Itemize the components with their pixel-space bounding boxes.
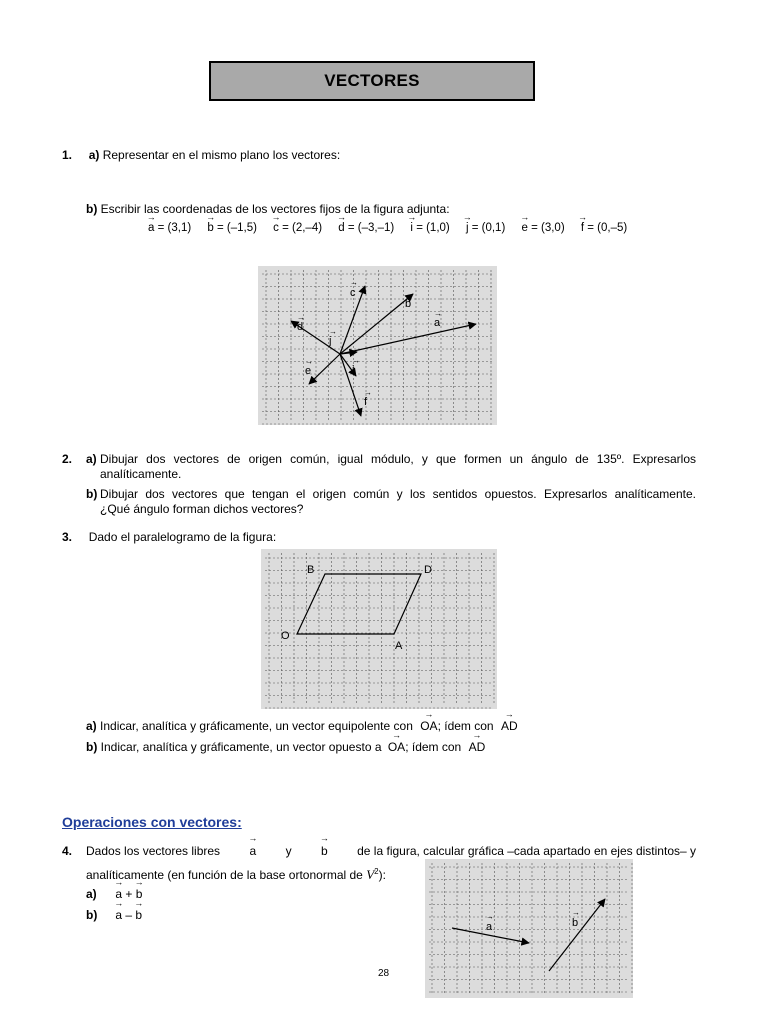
vector-coord: → c = (2,–4)	[273, 222, 322, 234]
exercise-text: analíticamente (en función de la base ortonormal de	[86, 868, 363, 882]
exercise-text: Escribir las coordenadas de los vectores fijos de la figura adjunta:	[100, 202, 450, 216]
label-a: a	[486, 921, 493, 933]
exercise-4-b	[86, 908, 142, 922]
superscript: 2	[374, 867, 379, 876]
exercise-1-a	[62, 148, 340, 162]
svg-text:→: →	[305, 357, 313, 366]
exercise-1-b	[86, 202, 450, 216]
vector-coord: → a = (3,1)	[148, 222, 191, 234]
exercise-3	[62, 530, 276, 544]
label-b: b	[572, 917, 579, 929]
exercise-3-a	[86, 719, 518, 733]
label-e: e	[305, 365, 312, 377]
svg-text:→: →	[572, 908, 580, 917]
exercise-number: 3.	[62, 530, 73, 544]
item-label: b)	[86, 908, 98, 922]
exercise-3-b	[86, 740, 485, 754]
exercise-text: ):	[378, 868, 386, 882]
svg-text:→: →	[350, 278, 358, 287]
svg-text:→: →	[405, 290, 413, 299]
svg-text:→: →	[329, 327, 337, 336]
vector-coord: → f = (0,–5)	[581, 222, 627, 234]
label-j: j	[329, 335, 332, 347]
vector-AD: → AD	[469, 740, 486, 754]
exercise-text: ¿Qué ángulo forman dichos vectores?	[100, 502, 304, 516]
label-f: f	[364, 396, 368, 408]
label-d: d	[297, 321, 304, 333]
exercise-text: de la figura, calcular gráfica –cada apartado en ejes distintos– y	[357, 844, 696, 858]
label-a: a	[434, 317, 441, 329]
exercise-text: ; ídem con	[405, 740, 462, 754]
svg-text:→: →	[486, 912, 494, 921]
point-D-label: D	[424, 564, 432, 576]
section-title: Operaciones con vectores:	[62, 814, 242, 830]
item-label: a)	[88, 148, 100, 162]
label-i: i	[352, 364, 355, 376]
exercise-text: ; ídem con	[437, 719, 494, 733]
exercise-text: Dado el paralelogramo de la figura:	[88, 530, 277, 544]
item-label: a)	[86, 452, 97, 466]
vector-OA: → OA	[420, 719, 437, 733]
exercise-text: Indicar, analítica y gráficamente, un vector opuesto a	[100, 740, 382, 754]
vector-space-V: V	[366, 867, 375, 882]
vector-b-ref: → b	[321, 843, 328, 859]
page-title	[209, 61, 535, 101]
vector-a: → a	[115, 908, 122, 922]
exercise-2	[62, 452, 696, 516]
vector-coord: → e = (3,0)	[521, 222, 564, 234]
parallelogram-figure	[261, 549, 497, 709]
vectors-figure-4	[425, 859, 633, 998]
minus-sign: –	[125, 908, 133, 922]
label-b: b	[405, 298, 412, 310]
svg-text:→: →	[434, 309, 442, 318]
page-title-text: VECTORES	[324, 71, 420, 90]
vector-b: → b	[135, 908, 142, 922]
vector-a-ref: → a	[249, 843, 256, 859]
item-label: b)	[86, 740, 98, 754]
vector-OA: → OA	[388, 740, 405, 754]
point-O-label: O	[281, 630, 290, 642]
exercise-number: 4.	[62, 844, 73, 858]
vectors-figure-1	[258, 266, 497, 425]
svg-text:→: →	[297, 313, 305, 322]
conjunction: y	[285, 844, 292, 858]
vector-coordinates	[148, 222, 640, 234]
svg-text:→: →	[364, 388, 372, 397]
label-c: c	[350, 287, 356, 299]
item-label: a)	[86, 887, 97, 901]
point-B-label: B	[307, 564, 315, 576]
page-number: 28	[378, 968, 390, 979]
vector-b: → b	[136, 887, 143, 901]
vector-a: → a	[115, 887, 122, 901]
vector-coord: → b = (–1,5)	[207, 222, 257, 234]
exercise-text: Representar en el mismo plano los vectores:	[102, 148, 341, 162]
svg-text:→: →	[352, 356, 360, 365]
exercise-text: Indicar, analítica y gráficamente, un vector equipolente con	[100, 719, 413, 733]
item-label: a)	[86, 719, 97, 733]
exercise-text: Dibujar dos vectores de origen común, igual módulo, y que formen un ángulo de 135º. Expresarlos	[100, 452, 696, 466]
exercise-number: 1.	[62, 148, 73, 162]
exercise-text: analíticamente.	[100, 467, 182, 481]
plus-sign: +	[125, 887, 133, 901]
item-label: b)	[86, 202, 98, 216]
exercise-text: Dibujar dos vectores que tengan el origen común y los sentidos opuestos. Expresarlos analíticamente.	[100, 487, 696, 501]
vector-coord: → i = (1,0)	[410, 222, 449, 234]
vector-AD: → AD	[501, 719, 518, 733]
point-A-label: A	[395, 640, 403, 652]
vector-coord: → j = (0,1)	[466, 222, 505, 234]
vector-coord: → d = (–3,–1)	[338, 222, 394, 234]
exercise-text: Dados los vectores libres	[86, 844, 221, 858]
item-label: b)	[86, 487, 98, 501]
exercise-number: 2.	[62, 452, 73, 466]
